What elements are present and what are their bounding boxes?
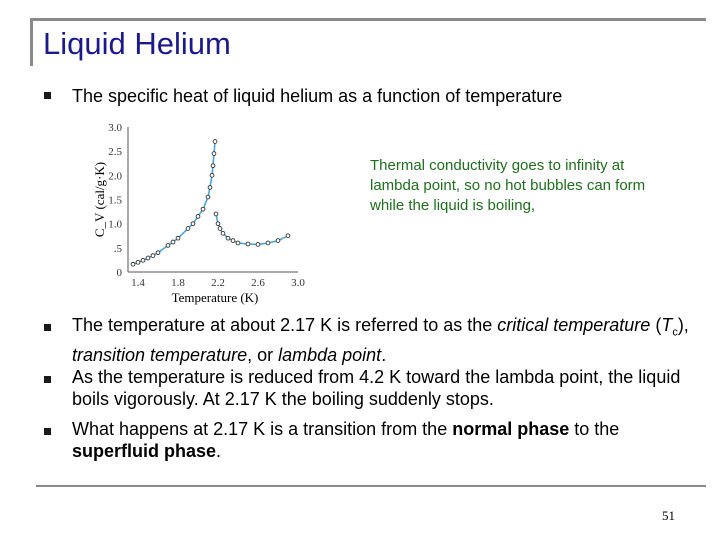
chart-axes <box>128 127 298 272</box>
data-point <box>131 262 135 266</box>
data-point <box>171 240 175 244</box>
frame-left-rule <box>30 18 33 66</box>
y-axis-label: C_V (cal/g·K) <box>92 161 107 238</box>
bullet-marker-1 <box>44 92 51 99</box>
thermal-conductivity-note: Thermal conductivity goes to infinity at lambda point, so no hot bubbles can form while the liquid is boiling, <box>370 157 646 214</box>
data-point <box>221 231 225 235</box>
x-tick-label: 2.2 <box>211 277 225 289</box>
bullet-1-text: The specific heat of liquid helium as a function of temperature <box>72 86 563 106</box>
x-tick-label: 1.8 <box>171 277 185 289</box>
data-point <box>276 239 280 243</box>
bullet-3-text: As the temperature is reduced from 4.2 K toward the lambda point, the liquid boils vigorously. At 2.17 K the boiling suddenly stops. <box>72 367 681 409</box>
data-point <box>176 236 180 240</box>
data-point <box>216 222 220 226</box>
data-point <box>210 173 214 177</box>
bullet-2-text: The temperature at about 2.17 K is referred to as the critical temperature $(T_c)$, transition temperature, or lambda point. <box>72 315 689 365</box>
data-point <box>201 207 205 211</box>
y-tick-label: 2.5 <box>108 146 122 159</box>
data-point <box>214 212 218 216</box>
y-tick-label: 3.0 <box>108 122 122 134</box>
specific-heat-chart <box>90 115 340 315</box>
data-point <box>186 227 190 231</box>
x-tick-label: 1.4 <box>131 277 145 289</box>
curve-below-lambda <box>133 142 215 265</box>
data-point <box>286 234 290 238</box>
bullet-marker-4 <box>44 428 51 435</box>
y-tick-label: 1.0 <box>108 218 122 231</box>
x-tick-label: 2.6 <box>251 277 265 289</box>
frame-bottom-rule <box>36 485 706 487</box>
data-point <box>218 227 222 231</box>
bullet-marker-2 <box>44 324 51 331</box>
data-point <box>266 241 270 245</box>
y-tick-label: .5 <box>113 242 122 255</box>
data-point <box>246 242 250 246</box>
data-point <box>196 215 200 219</box>
data-point <box>236 241 240 245</box>
bullet-marker-3 <box>44 376 51 383</box>
page-number: 51 <box>662 508 675 523</box>
data-point <box>211 164 215 168</box>
data-point <box>213 140 217 144</box>
data-point <box>212 152 216 156</box>
data-point <box>156 251 160 255</box>
data-point <box>256 243 260 247</box>
data-point <box>166 244 170 248</box>
data-point <box>151 254 155 258</box>
data-point <box>136 260 140 264</box>
chart-points <box>131 140 290 267</box>
frame-top-rule <box>30 18 706 21</box>
data-point <box>146 256 150 260</box>
data-point <box>231 239 235 243</box>
data-point <box>226 236 230 240</box>
data-point <box>141 259 145 263</box>
slide-title: Liquid Helium <box>43 26 231 61</box>
y-tick-label: 1.5 <box>108 194 122 207</box>
data-point <box>191 222 195 226</box>
data-point <box>208 186 212 190</box>
x-axis-label: Temperature (K) <box>171 290 259 305</box>
y-tick-label: 2.0 <box>108 170 122 183</box>
data-point <box>206 195 210 199</box>
bullet-4-text: What happens at 2.17 K is a transition from the normal phase to the superfluid phase. <box>72 419 620 461</box>
y-tick-label: 0 <box>116 267 122 279</box>
x-tick-label: 3.0 <box>291 277 305 289</box>
